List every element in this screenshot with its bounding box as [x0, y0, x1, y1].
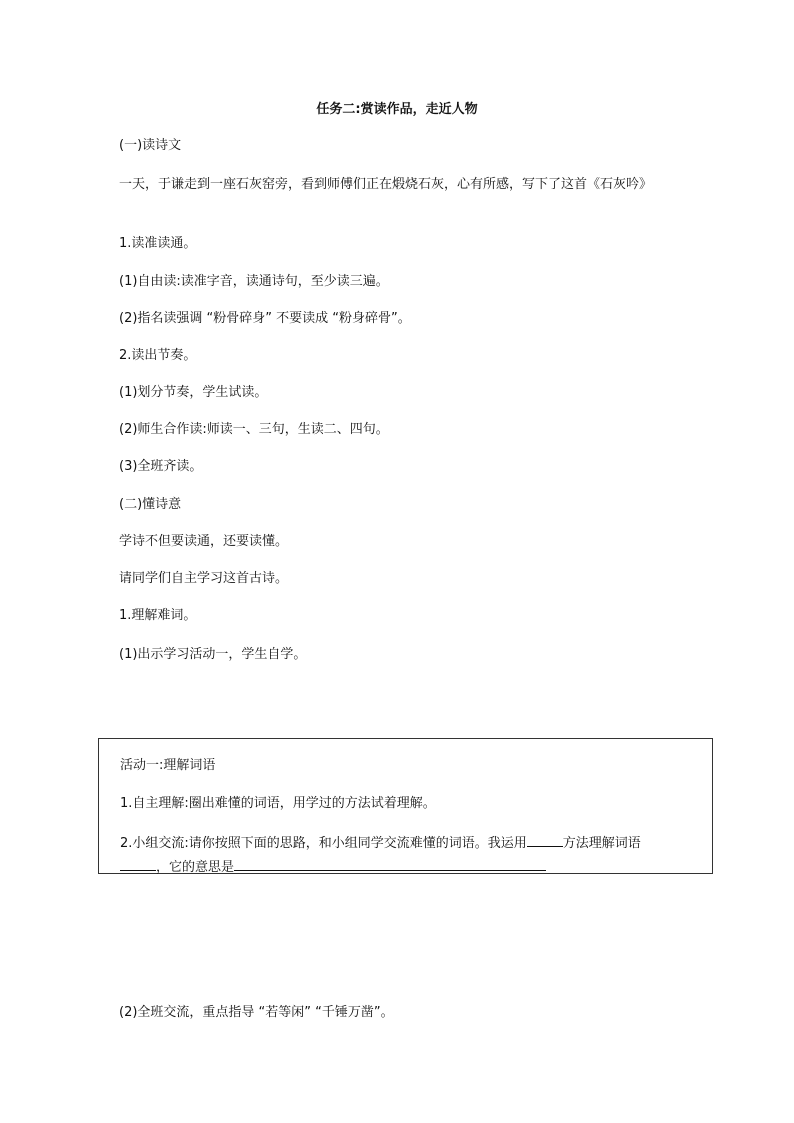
section-heading-understand-poem: (二)懂诗意 — [119, 497, 182, 512]
intro-paragraph: 一天，于谦走到一座石灰窑旁，看到师傅们正在煅烧石灰，心有所感，写下了这首《石灰吟》 — [119, 177, 653, 192]
activity-step-2 — [120, 832, 641, 853]
list-item: 1.读准读通。 — [119, 236, 197, 251]
paragraph: 学诗不但要读通，还要读懂。 — [119, 534, 289, 549]
activity-step-2-text: 方法理解词语 — [562, 836, 641, 851]
activity-box — [98, 738, 713, 874]
answer-blank-word[interactable] — [120, 856, 156, 871]
list-item: (2)师生合作读:师读一、三句，生读二、四句。 — [119, 422, 389, 437]
answer-blank-meaning[interactable] — [234, 856, 546, 871]
list-item: 1.理解难词。 — [119, 608, 197, 623]
list-item: 2.读出节奏。 — [119, 348, 197, 363]
section-heading-read-poem: (一)读诗文 — [119, 138, 182, 153]
paragraph: 请同学们自主学习这首古诗。 — [119, 571, 289, 586]
list-item: (2)全班交流，重点指导 “若等闲” “千锤万凿”。 — [119, 1005, 394, 1020]
list-item: (2)指名读强调 “粉骨碎身” 不要读成 “粉身碎骨”。 — [119, 311, 411, 326]
activity-step-2-cont — [120, 856, 546, 877]
activity-step-1: 1.自主理解:圈出难懂的词语，用学过的方法试着理解。 — [120, 796, 436, 811]
activity-title: 活动一:理解词语 — [120, 758, 216, 773]
answer-blank-method[interactable] — [527, 832, 563, 847]
list-item: (1)划分节奏，学生试读。 — [119, 385, 268, 400]
activity-step-2-text: 2.小组交流:请你按照下面的思路，和小组同学交流难懂的词语。我运用 — [120, 836, 527, 851]
list-item: (1)出示学习活动一，学生自学。 — [119, 647, 307, 662]
page-title: 任务二:赏读作品，走近人物 — [316, 102, 478, 117]
list-item: (1)自由读:读准字音，读通诗句，至少读三遍。 — [119, 274, 389, 289]
activity-step-2-text: ，它的意思是 — [156, 860, 235, 875]
list-item: (3)全班齐读。 — [119, 459, 203, 474]
